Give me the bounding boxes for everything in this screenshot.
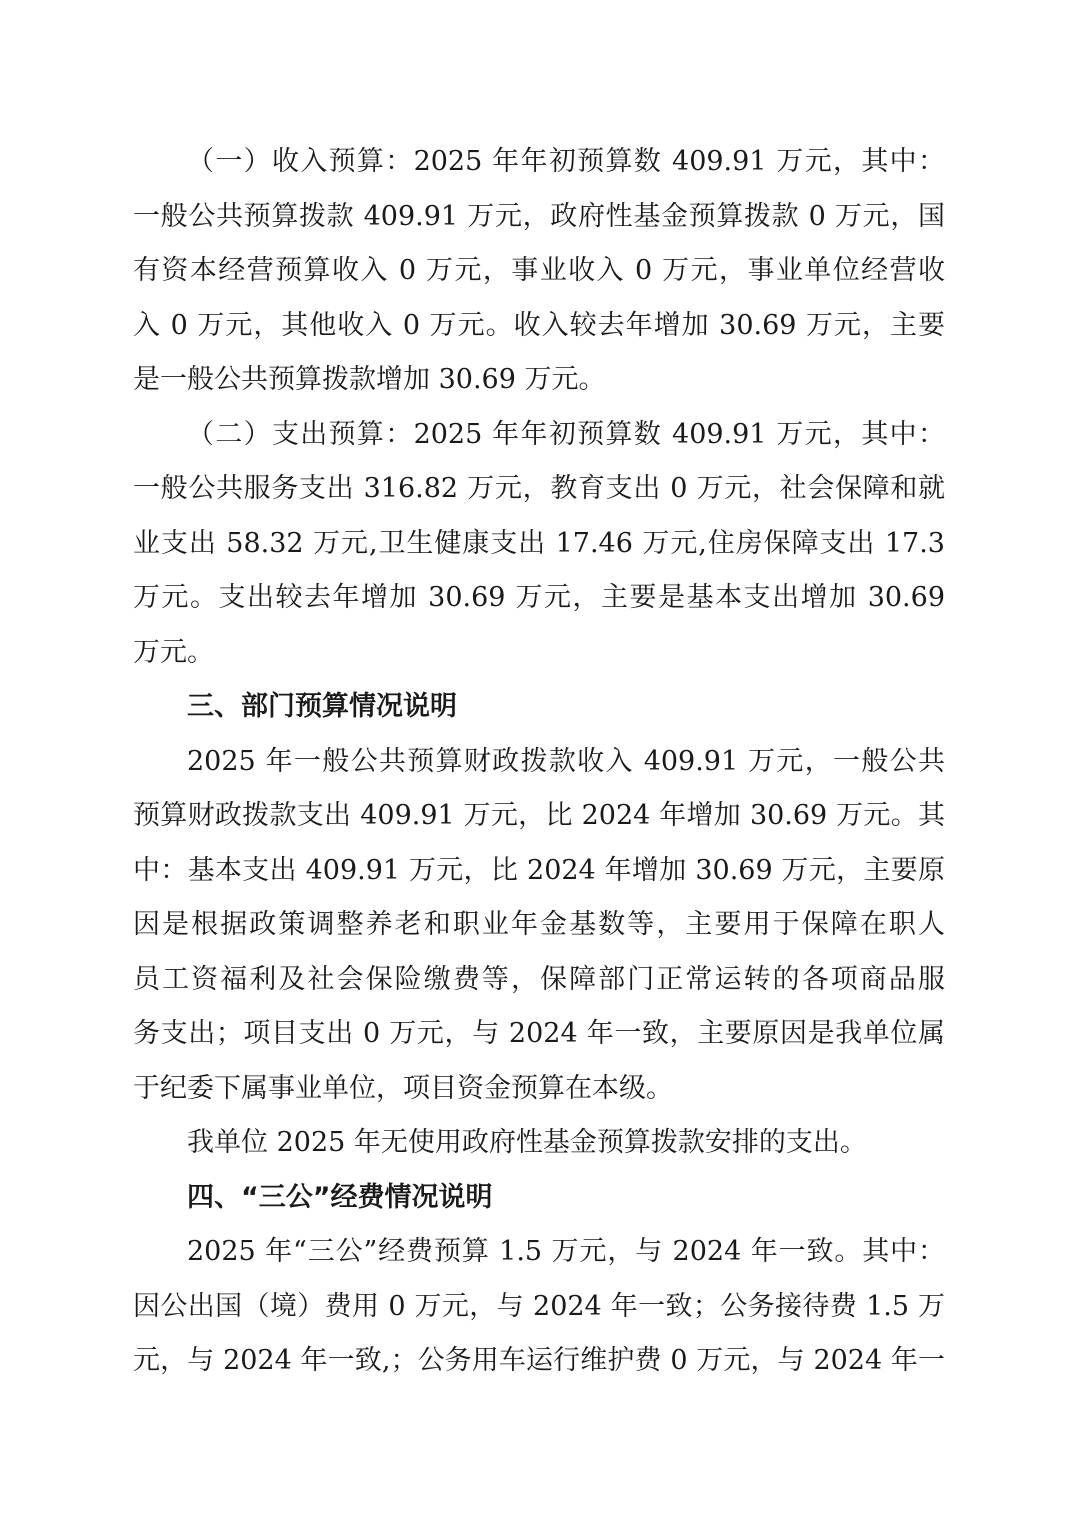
paragraph-line: 一般公共预算拨款 409.91 万元，政府性基金预算拨款 0 万元，国 (133, 200, 945, 232)
section-heading: 四、“三公”经费情况说明 (187, 1181, 493, 1213)
paragraph-line: 务支出；项目支出 0 万元，与 2024 年一致，主要原因是我单位属 (133, 1018, 945, 1049)
paragraph-line: 2025 年一般公共预算财政拨款收入 409.91 万元，一般公共 (187, 745, 945, 777)
paragraph-line: 万元。支出较去年增加 30.69 万元，主要是基本支出增加 30.69 (133, 582, 945, 613)
paragraph-line: 2025 年“三公”经费预算 1.5 万元，与 2024 年一致。其中： (187, 1236, 945, 1267)
paragraph-line: 因公出国（境）费用 0 万元，与 2024 年一致；公务接待费 1.5 万 (133, 1290, 945, 1322)
paragraph-line: 是一般公共预算拨款增加 30.69 万元。 (133, 364, 606, 395)
paragraph-line: （二）支出预算：2025 年年初预算数 409.91 万元，其中： (187, 418, 945, 450)
paragraph-line: 业支出 58.32 万元,卫生健康支出 17.46 万元,住房保障支出 17.3 (133, 527, 945, 559)
paragraph-line: 中：基本支出 409.91 万元，比 2024 年增加 30.69 万元，主要原 (133, 854, 945, 886)
section-heading: 三、部门预算情况说明 (187, 691, 457, 722)
paragraph-line: 万元。 (133, 636, 214, 668)
paragraph-line: 因是根据政策调整养老和职业年金基数等，主要用于保障在职人 (133, 909, 945, 940)
paragraph-line: 元，与 2024 年一致,；公务用车运行维护费 0 万元，与 2024 年一 (133, 1345, 945, 1376)
paragraph-line: 入 0 万元，其他收入 0 万元。收入较去年增加 30.69 万元，主要 (133, 309, 945, 341)
paragraph-line: 员工资福利及社会保险缴费等，保障部门正常运转的各项商品服 (133, 963, 945, 995)
paragraph-line: 预算财政拨款支出 409.91 万元，比 2024 年增加 30.69 万元。其 (133, 800, 945, 831)
paragraph-line: 我单位 2025 年无使用政府性基金预算拨款安排的支出。 (187, 1127, 867, 1158)
paragraph-line: 于纪委下属事业单位，项目资金预算在本级。 (133, 1072, 673, 1104)
paragraph-line: 有资本经营预算收入 0 万元，事业收入 0 万元，事业单位经营收 (133, 255, 945, 286)
paragraph-line: 一般公共服务支出 316.82 万元，教育支出 0 万元，社会保障和就 (133, 473, 945, 504)
paragraph-line: （一）收入预算：2025 年年初预算数 409.91 万元，其中： (187, 146, 945, 177)
document-body (133, 135, 945, 1389)
